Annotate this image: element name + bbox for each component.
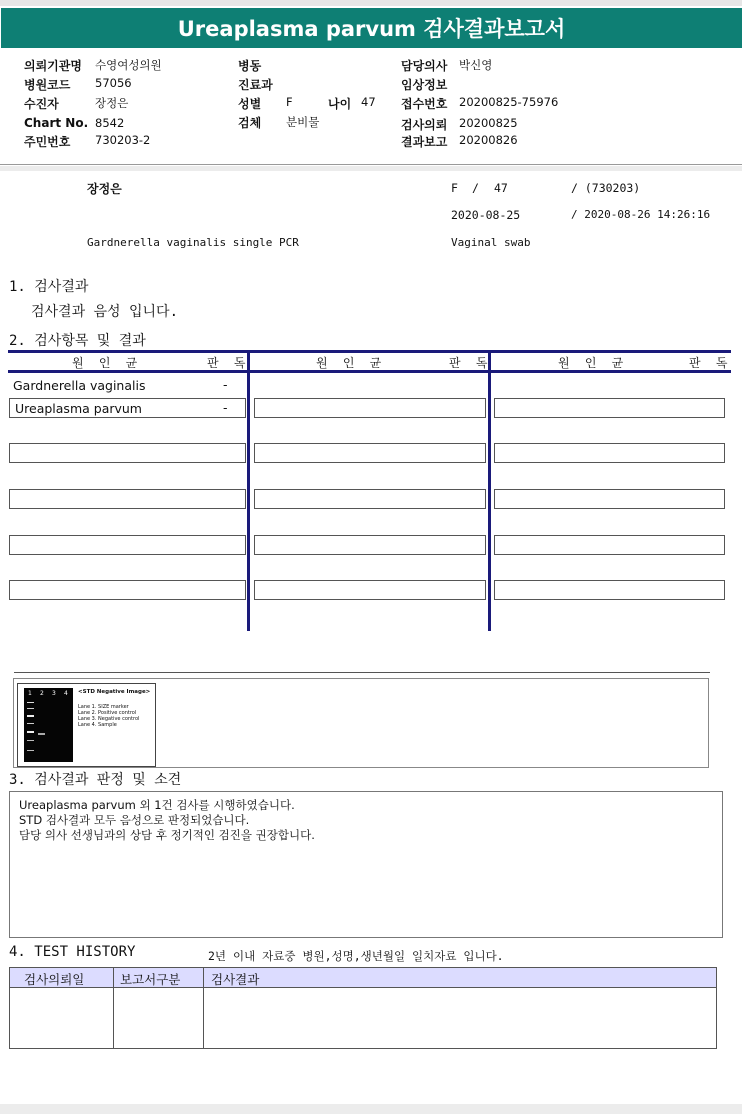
lane-label: 2 bbox=[40, 690, 44, 697]
value-doctor: 박신영 bbox=[459, 58, 493, 72]
history-col-result: 검사결과 bbox=[211, 972, 260, 987]
label-resident-no: 주민번호 bbox=[24, 135, 71, 149]
image-top-rule bbox=[14, 672, 710, 673]
label-sex: 성별 bbox=[238, 97, 262, 111]
gel-band bbox=[27, 723, 34, 724]
gel-image bbox=[17, 683, 156, 767]
section4-heading: 4. TEST HISTORY bbox=[9, 944, 136, 960]
history-col-divider bbox=[203, 967, 204, 1049]
opinion-line: Ureaplasma parvum 외 1건 검사를 시행하였습니다. bbox=[19, 798, 295, 812]
label-patient: 수진자 bbox=[24, 97, 59, 111]
report-title: Ureaplasma parvum 검사결과보고서 bbox=[1, 8, 742, 48]
col-header-judgement-1: 판 독 bbox=[207, 356, 250, 370]
value-hospital-code: 57056 bbox=[95, 76, 132, 90]
label-ward: 병동 bbox=[238, 59, 262, 73]
report-datetime: / 2020-08-26 14:26:16 bbox=[571, 208, 711, 221]
table-row bbox=[494, 398, 725, 418]
value-report-date: 20200826 bbox=[459, 133, 518, 147]
test-name: Gardnerella vaginalis single PCR bbox=[87, 236, 299, 249]
patient-age: 47 bbox=[494, 181, 508, 195]
value-receipt-no: 20200825-75976 bbox=[459, 95, 559, 109]
table-row bbox=[254, 535, 486, 555]
gel-band bbox=[27, 702, 34, 703]
value-age: 47 bbox=[361, 95, 376, 109]
gel-caption-line: Lane 4. Sample bbox=[78, 722, 117, 728]
table-row bbox=[494, 535, 725, 555]
history-table-frame bbox=[9, 967, 717, 1049]
opinion-line: STD 검사결과 모두 음성으로 판정되었습니다. bbox=[19, 813, 250, 827]
patient-dob: / (730203) bbox=[571, 181, 641, 195]
table-row bbox=[9, 489, 246, 509]
gel-band bbox=[27, 731, 34, 733]
table-row bbox=[254, 443, 486, 463]
table-row bbox=[254, 398, 486, 418]
gel-caption-title: <STD Negative Image> bbox=[78, 689, 151, 695]
header-divider bbox=[0, 164, 742, 165]
section1-heading: 1. 검사결과 bbox=[9, 279, 89, 295]
value-request-date: 20200825 bbox=[459, 116, 518, 130]
patient-sex: F bbox=[451, 181, 458, 195]
table-col-divider-1 bbox=[247, 350, 250, 631]
lane-label: 3 bbox=[52, 690, 56, 697]
label-specimen: 검체 bbox=[238, 116, 262, 130]
history-col-divider bbox=[113, 967, 114, 1049]
value-chart-no: 8542 bbox=[95, 116, 125, 130]
patient-separator: / bbox=[472, 181, 479, 195]
table-top-rule bbox=[8, 350, 731, 353]
label-department: 진료과 bbox=[238, 78, 273, 92]
value-specimen: 분비물 bbox=[286, 115, 320, 129]
label-age: 나이 bbox=[328, 97, 352, 111]
gel-band bbox=[27, 708, 34, 709]
table-row bbox=[254, 489, 486, 509]
table-row bbox=[254, 580, 486, 600]
label-request-date: 검사의뢰 bbox=[401, 118, 448, 132]
value-sex: F bbox=[286, 95, 293, 109]
gel-caption-line: Lane 1. SIZE marker bbox=[78, 704, 129, 710]
value-institution: 수영여성의원 bbox=[95, 58, 162, 72]
gel-band bbox=[27, 740, 34, 741]
table-row-organism: Gardnerella vaginalis bbox=[13, 378, 146, 393]
label-doctor: 담당의사 bbox=[401, 59, 448, 73]
table-row-result: - bbox=[223, 377, 228, 392]
history-col-report-type: 보고서구분 bbox=[120, 972, 181, 987]
table-row bbox=[494, 489, 725, 509]
gel-band bbox=[27, 750, 34, 751]
value-resident-no: 730203-2 bbox=[95, 133, 151, 147]
table-row bbox=[9, 443, 246, 463]
label-hospital-code: 병원코드 bbox=[24, 78, 71, 92]
gel-caption-line: Lane 3. Negative control bbox=[78, 716, 140, 722]
bottom-strip bbox=[0, 1104, 742, 1114]
opinion-line: 담당 의사 선생님과의 상담 후 정기적인 검진을 권장합니다. bbox=[19, 828, 315, 842]
col-header-organism-2: 원 인 균 bbox=[316, 356, 386, 370]
col-header-judgement-2: 판 독 bbox=[449, 356, 492, 370]
gel-caption-line: Lane 2. Positive control bbox=[78, 710, 137, 716]
table-col-divider-2 bbox=[488, 350, 491, 631]
col-header-organism-3: 원 인 균 bbox=[558, 356, 628, 370]
label-clinical-info: 임상정보 bbox=[401, 78, 448, 92]
gel-photo bbox=[24, 688, 73, 762]
table-row bbox=[9, 580, 246, 600]
table-row-result: - bbox=[223, 400, 228, 415]
section3-heading: 3. 검사결과 판정 및 소견 bbox=[9, 772, 182, 788]
gel-band bbox=[38, 733, 45, 735]
specimen-type: Vaginal swab bbox=[451, 236, 531, 249]
lane-label: 4 bbox=[64, 690, 68, 697]
table-row bbox=[9, 535, 246, 555]
col-header-organism-1: 원 인 균 bbox=[72, 356, 142, 370]
history-note: 2년 이내 자료중 병원,성명,생년월일 일치자료 입니다. bbox=[208, 949, 504, 963]
section1-text: 검사결과 음성 입니다. bbox=[31, 304, 179, 320]
section2-heading: 2. 검사항목 및 결과 bbox=[9, 333, 146, 349]
history-col-request-date: 검사의뢰일 bbox=[24, 972, 85, 987]
label-receipt-no: 접수번호 bbox=[401, 97, 448, 111]
request-date: 2020-08-25 bbox=[451, 208, 521, 222]
top-strip bbox=[0, 0, 742, 6]
lane-label: 1 bbox=[28, 690, 32, 697]
col-header-judgement-3: 판 독 bbox=[689, 356, 732, 370]
label-chart-no: Chart No. bbox=[24, 116, 89, 130]
table-row bbox=[494, 443, 725, 463]
table-row bbox=[494, 580, 725, 600]
table-row-organism: Ureaplasma parvum bbox=[15, 401, 142, 416]
label-institution: 의뢰기관명 bbox=[24, 59, 82, 73]
header-shadow bbox=[0, 166, 742, 171]
patient-name: 장정은 bbox=[87, 182, 122, 196]
value-patient: 장정은 bbox=[95, 96, 129, 110]
label-report-date: 결과보고 bbox=[401, 135, 448, 149]
gel-band bbox=[27, 715, 34, 717]
